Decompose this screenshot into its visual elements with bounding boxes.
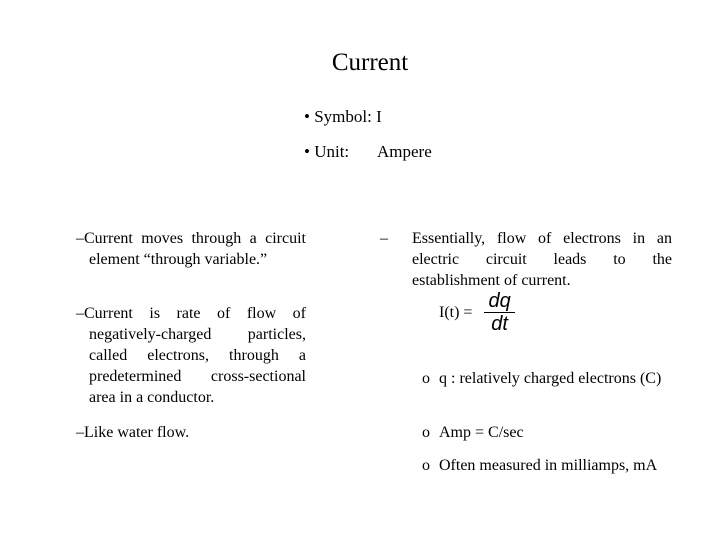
right-paragraph-text: Essentially, flow of electrons in an electric circuit leads to the establishment of current. <box>412 230 672 289</box>
left-item-1-text: Current moves through a circuit element “through variable.” <box>84 230 306 268</box>
symbol-bullet: • Symbol: I <box>304 107 382 126</box>
left-dash-1: – <box>76 230 84 247</box>
current-formula <box>439 290 515 335</box>
sub-item-amp-text: Amp = C/sec <box>439 424 524 441</box>
fraction-denominator: dt <box>491 313 508 335</box>
left-item-3 <box>76 422 306 443</box>
unit-bullet-label: • Unit: <box>304 142 350 161</box>
right-dash: – <box>380 230 388 247</box>
left-dash-3: – <box>76 424 84 441</box>
sub-item-amp <box>422 422 672 444</box>
fraction-numerator: dq <box>484 290 514 313</box>
sub-item-marker: o <box>422 457 430 474</box>
sub-item-milliamps-text: Often measured in milliamps, mA <box>439 457 658 474</box>
formula-lhs: I(t) = <box>439 304 473 321</box>
sub-item-charge-text: q : relatively charged electrons (C) <box>439 370 662 387</box>
sub-item-charge <box>422 368 672 412</box>
unit-bullet-value: Ampere <box>377 142 432 161</box>
derivative-fraction <box>484 290 514 335</box>
left-item-2-text: Current is rate of flow of negatively-charged particles, called electrons, through a predetermined cross-sectional area in a conductor. <box>84 305 306 406</box>
left-item-2 <box>76 303 306 408</box>
sub-item-marker: o <box>422 370 430 387</box>
left-item-3-text: Like water flow. <box>84 424 190 441</box>
slide-title: Current <box>331 49 409 76</box>
sub-item-milliamps <box>422 455 672 499</box>
left-item-1 <box>76 228 306 270</box>
sub-item-marker: o <box>422 424 430 441</box>
left-dash-2: – <box>76 305 84 322</box>
right-paragraph <box>412 228 672 291</box>
